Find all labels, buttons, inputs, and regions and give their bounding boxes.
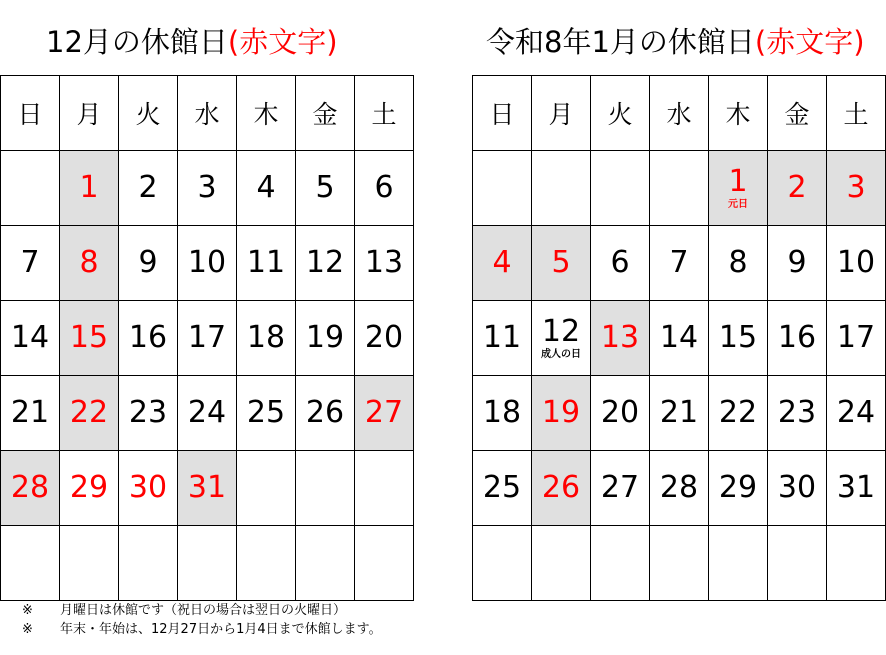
january-title: 令和8年1月の休館日(赤文字)	[486, 25, 865, 59]
day-cell	[178, 376, 237, 451]
day-cell	[60, 151, 119, 226]
day-cell	[650, 226, 709, 301]
day-cell	[355, 151, 414, 226]
day-number: 13	[600, 320, 640, 355]
day-cell	[591, 301, 650, 376]
weekday-header: 火	[119, 76, 178, 151]
day-number: 20	[364, 320, 404, 355]
day-cell	[827, 301, 886, 376]
day-number: 28	[10, 470, 50, 505]
day-number: 22	[69, 395, 109, 430]
day-cell	[473, 376, 532, 451]
day-cell	[709, 301, 768, 376]
weekday-header: 水	[650, 76, 709, 151]
day-cell	[355, 376, 414, 451]
day-number: 2	[787, 170, 807, 205]
week-row	[473, 301, 886, 376]
holiday-note: 元日	[728, 199, 748, 210]
day-cell	[119, 301, 178, 376]
day-cell	[532, 226, 591, 301]
holiday-note: 成人の日	[541, 349, 581, 360]
day-number: 9	[138, 245, 158, 280]
week-row	[1, 526, 414, 601]
day-number: 25	[246, 395, 286, 430]
day-number: 17	[187, 320, 227, 355]
weekday-header: 火	[591, 76, 650, 151]
day-cell	[1, 301, 60, 376]
day-cell	[591, 451, 650, 526]
weekday-header: 土	[827, 76, 886, 151]
day-number: 3	[846, 170, 866, 205]
empty-day-cell	[532, 526, 591, 601]
day-number: 4	[256, 170, 276, 205]
empty-day-cell	[296, 451, 355, 526]
day-number: 19	[541, 395, 581, 430]
day-cell	[355, 226, 414, 301]
day-cell	[768, 376, 827, 451]
day-number: 12	[305, 245, 345, 280]
weekday-header: 金	[768, 76, 827, 151]
day-cell	[532, 451, 591, 526]
day-number: 29	[69, 470, 109, 505]
day-number: 25	[482, 470, 522, 505]
weekday-header: 水	[178, 76, 237, 151]
day-number: 3	[197, 170, 217, 205]
day-number: 15	[718, 320, 758, 355]
empty-day-cell	[296, 526, 355, 601]
day-cell	[119, 451, 178, 526]
day-number: 9	[787, 245, 807, 280]
day-cell	[237, 376, 296, 451]
footnotes	[22, 601, 382, 639]
day-cell	[709, 226, 768, 301]
day-number: 15	[69, 320, 109, 355]
day-cell	[827, 451, 886, 526]
footnote-new-year: ※ 年末・年始は、12月27日から1月4日まで休館します。	[22, 622, 382, 637]
day-number: 12	[541, 314, 581, 349]
day-cell	[1, 226, 60, 301]
day-number: 6	[610, 245, 630, 280]
day-cell	[827, 376, 886, 451]
day-cell	[60, 226, 119, 301]
empty-day-cell	[473, 526, 532, 601]
day-cell	[60, 451, 119, 526]
day-cell	[768, 151, 827, 226]
day-cell	[178, 226, 237, 301]
day-cell	[532, 376, 591, 451]
weekday-header-row	[473, 76, 886, 151]
weekday-header: 日	[1, 76, 60, 151]
day-number: 26	[541, 470, 581, 505]
day-cell	[237, 226, 296, 301]
week-row	[473, 526, 886, 601]
week-row	[1, 301, 414, 376]
day-number: 7	[20, 245, 40, 280]
empty-day-cell	[827, 526, 886, 601]
day-number: 27	[364, 395, 404, 430]
empty-day-cell	[1, 151, 60, 226]
day-cell	[473, 451, 532, 526]
day-number: 18	[482, 395, 522, 430]
weekday-header: 木	[709, 76, 768, 151]
day-cell	[709, 151, 768, 226]
day-cell	[355, 301, 414, 376]
january-calendar	[472, 75, 886, 601]
day-cell	[60, 376, 119, 451]
day-number: 29	[718, 470, 758, 505]
empty-day-cell	[650, 151, 709, 226]
day-number: 24	[836, 395, 876, 430]
empty-day-cell	[237, 526, 296, 601]
footnote-monday: ※ 月曜日は休館です（祝日の場合は翌日の火曜日）	[22, 603, 347, 618]
weekday-header: 木	[237, 76, 296, 151]
day-cell	[709, 376, 768, 451]
december-calendar	[0, 75, 414, 601]
weekday-header: 月	[60, 76, 119, 151]
day-number: 27	[600, 470, 640, 505]
day-number: 8	[728, 245, 748, 280]
empty-day-cell	[355, 451, 414, 526]
day-number: 24	[187, 395, 227, 430]
day-number: 30	[777, 470, 817, 505]
day-number: 23	[128, 395, 168, 430]
day-number: 14	[659, 320, 699, 355]
weekday-header: 金	[296, 76, 355, 151]
day-cell	[60, 301, 119, 376]
empty-day-cell	[119, 526, 178, 601]
day-cell	[237, 301, 296, 376]
day-number: 13	[364, 245, 404, 280]
week-row	[1, 151, 414, 226]
day-number: 31	[187, 470, 227, 505]
weekday-header: 土	[355, 76, 414, 151]
day-number: 6	[374, 170, 394, 205]
empty-day-cell	[178, 526, 237, 601]
day-cell	[178, 301, 237, 376]
week-row	[1, 376, 414, 451]
day-cell	[650, 376, 709, 451]
weekday-header: 日	[473, 76, 532, 151]
day-cell	[296, 226, 355, 301]
day-cell	[768, 226, 827, 301]
empty-day-cell	[591, 151, 650, 226]
day-cell	[827, 226, 886, 301]
day-number: 22	[718, 395, 758, 430]
day-number: 16	[128, 320, 168, 355]
day-number: 21	[659, 395, 699, 430]
day-cell	[709, 451, 768, 526]
day-cell	[178, 451, 237, 526]
day-cell	[532, 301, 591, 376]
day-number: 5	[551, 245, 571, 280]
day-cell	[473, 226, 532, 301]
day-cell	[768, 451, 827, 526]
day-number: 2	[138, 170, 158, 205]
day-cell	[296, 376, 355, 451]
day-cell	[591, 226, 650, 301]
week-row	[1, 226, 414, 301]
day-number: 11	[482, 320, 522, 355]
day-cell	[119, 151, 178, 226]
day-cell	[178, 151, 237, 226]
day-number: 11	[246, 245, 286, 280]
day-number: 17	[836, 320, 876, 355]
empty-day-cell	[355, 526, 414, 601]
day-cell	[591, 376, 650, 451]
week-row	[473, 151, 886, 226]
day-number: 19	[305, 320, 345, 355]
weekday-header-row	[1, 76, 414, 151]
week-row	[473, 376, 886, 451]
day-number: 21	[10, 395, 50, 430]
week-row	[1, 451, 414, 526]
day-number: 14	[10, 320, 50, 355]
empty-day-cell	[709, 526, 768, 601]
empty-day-cell	[532, 151, 591, 226]
day-cell	[296, 151, 355, 226]
day-cell	[296, 301, 355, 376]
day-number: 7	[669, 245, 689, 280]
day-cell	[119, 376, 178, 451]
day-number: 30	[128, 470, 168, 505]
empty-day-cell	[237, 451, 296, 526]
day-cell	[827, 151, 886, 226]
day-number: 18	[246, 320, 286, 355]
week-row	[473, 451, 886, 526]
day-cell	[650, 301, 709, 376]
day-number: 1	[79, 170, 99, 205]
weekday-header: 月	[532, 76, 591, 151]
empty-day-cell	[1, 526, 60, 601]
empty-day-cell	[650, 526, 709, 601]
day-number: 8	[79, 245, 99, 280]
december-title: 12月の休館日(赤文字)	[46, 25, 338, 59]
day-number: 1	[728, 164, 748, 199]
day-number: 31	[836, 470, 876, 505]
day-number: 10	[187, 245, 227, 280]
empty-day-cell	[60, 526, 119, 601]
day-cell	[650, 451, 709, 526]
day-number: 23	[777, 395, 817, 430]
empty-day-cell	[591, 526, 650, 601]
day-number: 10	[836, 245, 876, 280]
day-number: 28	[659, 470, 699, 505]
day-cell	[473, 301, 532, 376]
day-cell	[119, 226, 178, 301]
day-number: 4	[492, 245, 512, 280]
day-number: 16	[777, 320, 817, 355]
empty-day-cell	[473, 151, 532, 226]
day-number: 26	[305, 395, 345, 430]
empty-day-cell	[768, 526, 827, 601]
day-cell	[1, 451, 60, 526]
day-number: 20	[600, 395, 640, 430]
day-cell	[237, 151, 296, 226]
day-number: 5	[315, 170, 335, 205]
week-row	[473, 226, 886, 301]
day-cell	[768, 301, 827, 376]
day-cell	[1, 376, 60, 451]
